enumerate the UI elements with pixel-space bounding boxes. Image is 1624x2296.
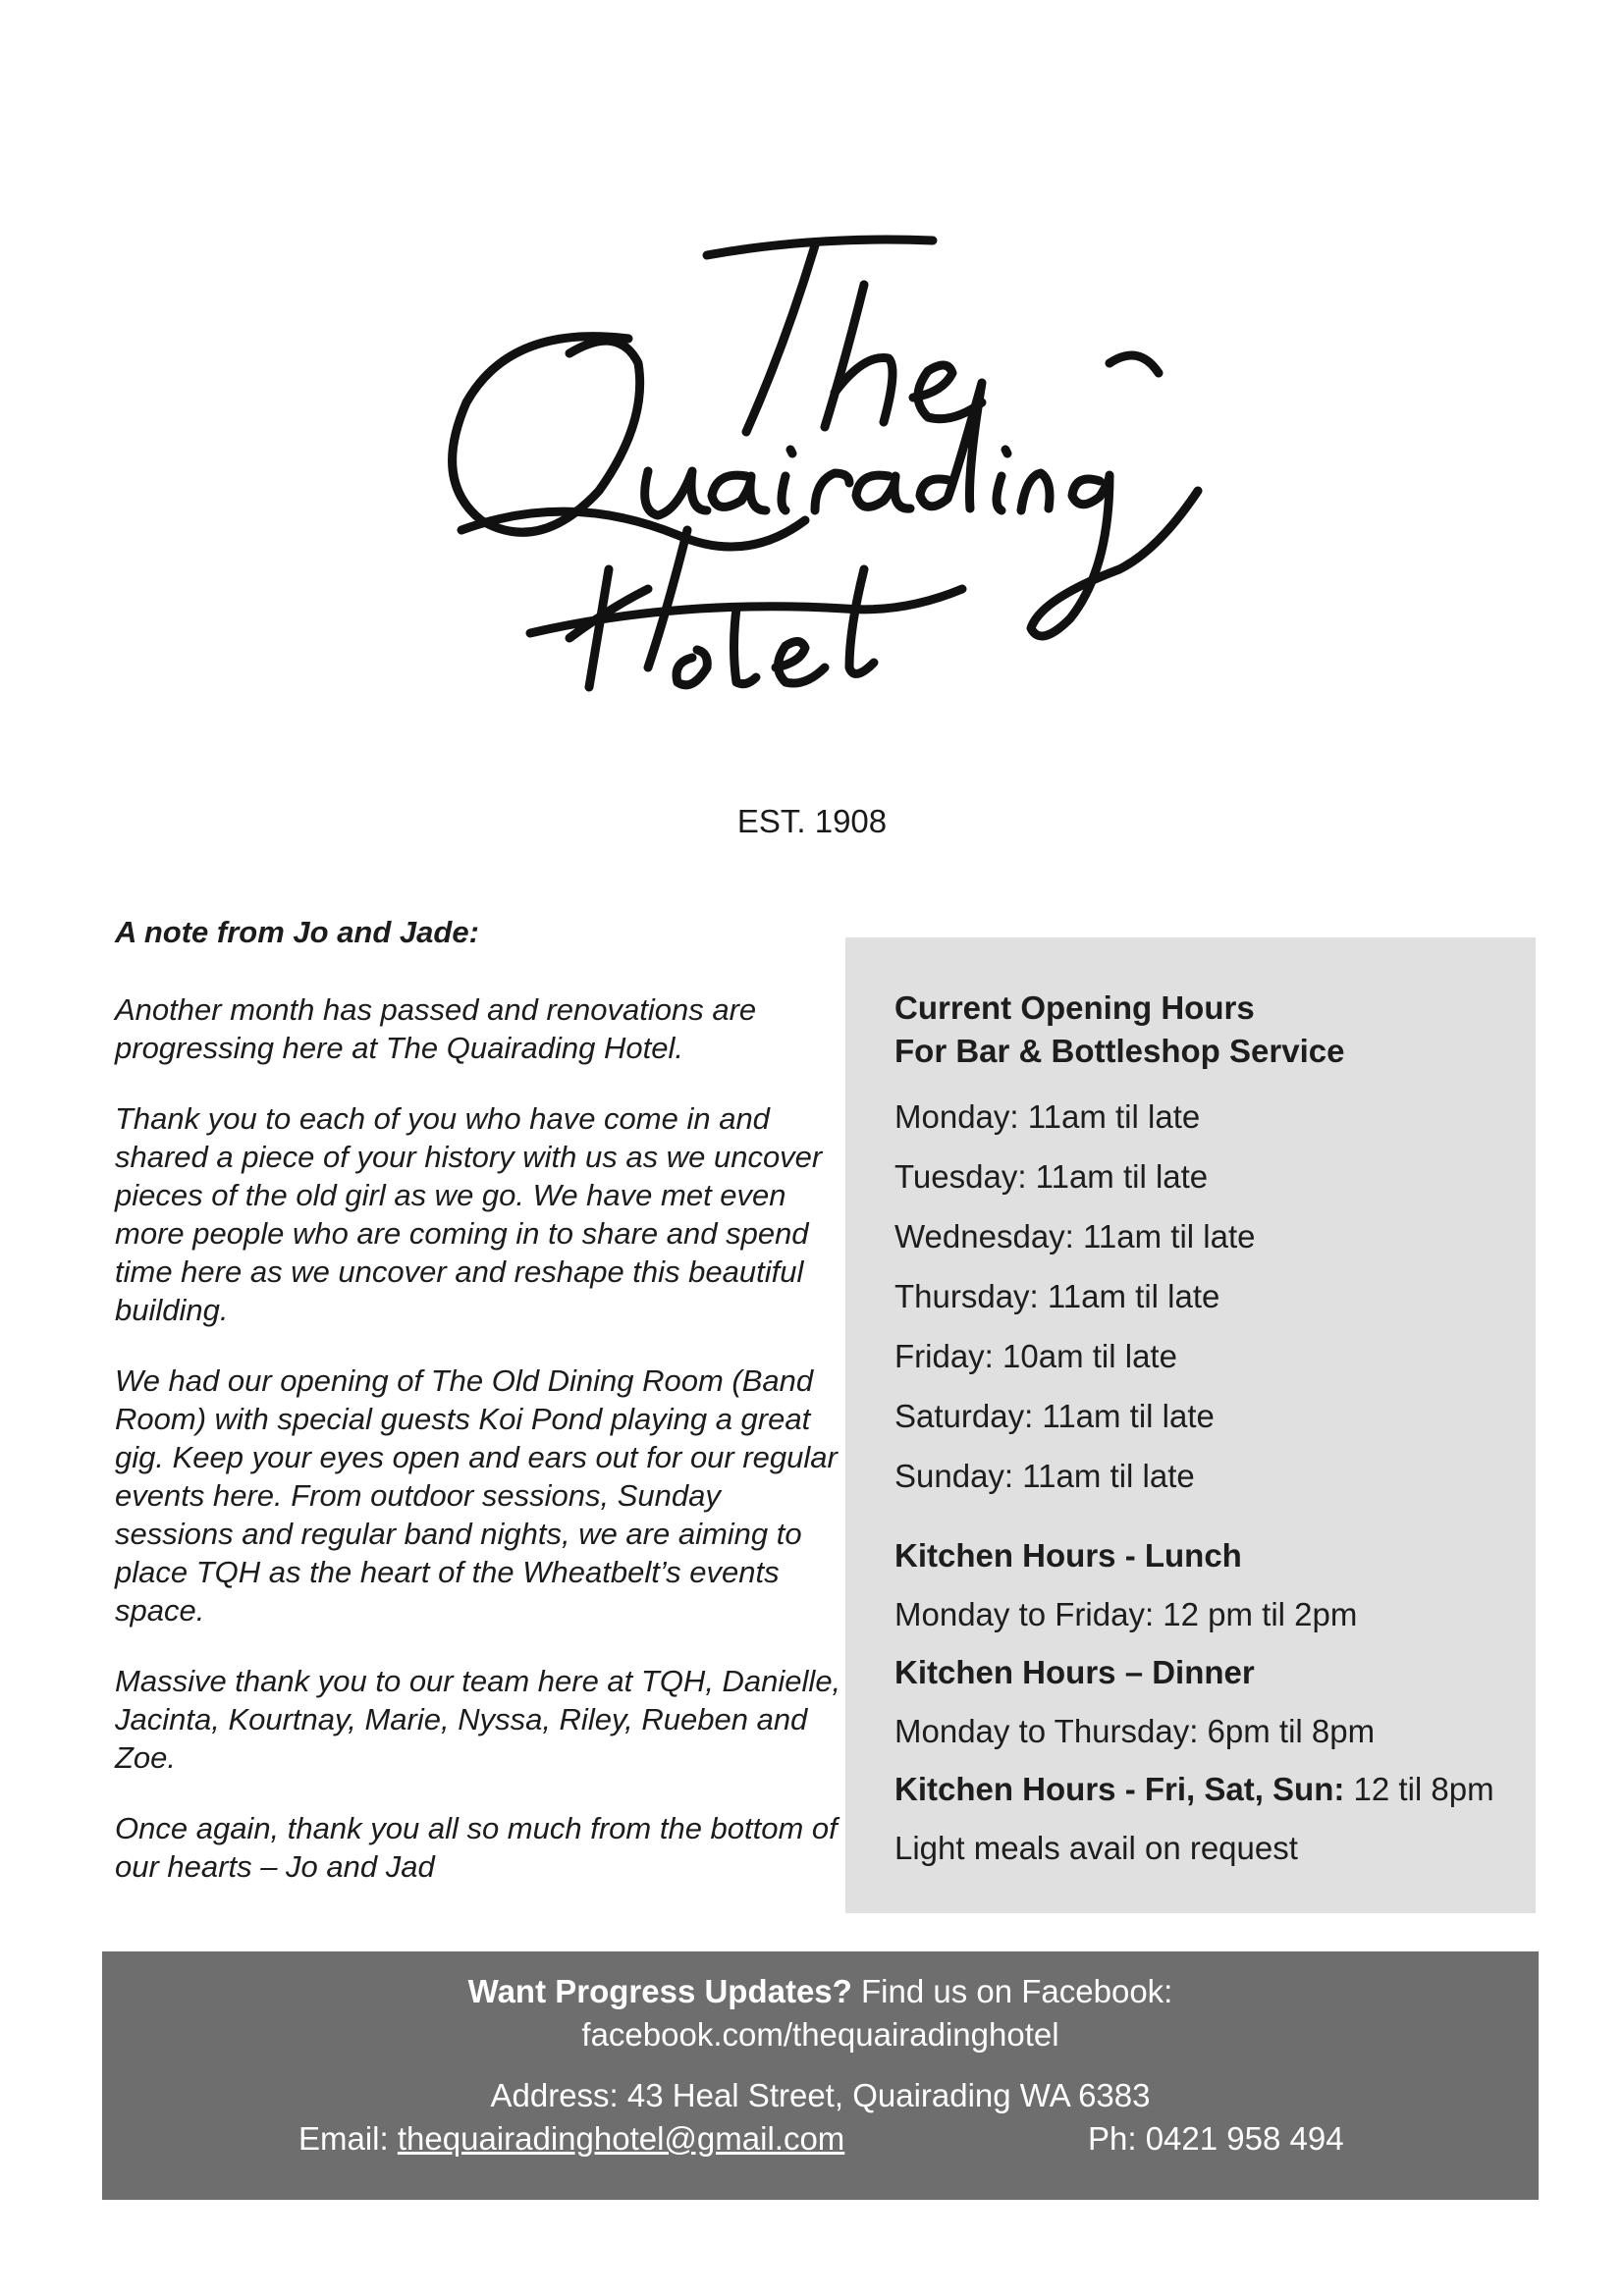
updates-bold: Want Progress Updates? — [467, 1973, 852, 2009]
note-heading: A note from Jo and Jade: — [115, 915, 479, 949]
established-date: EST. 1908 — [736, 803, 888, 839]
email-label: Email: — [298, 2120, 389, 2157]
note-paragraph: Once again, thank you all so much from the bottom of our hearts – Jo and Jad — [115, 1811, 838, 1884]
facebook-link[interactable]: facebook.com/thequairadinghotel — [581, 2016, 1059, 2053]
phone-number: Ph: 0421 958 494 — [1088, 2120, 1344, 2157]
progress-updates-line — [102, 1973, 1539, 2010]
kitchen-weekend-row — [894, 1761, 1516, 1818]
kitchen-weekend-hours: 12 til 8pm — [1353, 1771, 1494, 1807]
light-meals-note: Light meals avail on request — [894, 1830, 1298, 1866]
hotel-logo — [353, 196, 1276, 707]
kitchen-dinner-hours: Monday to Thursday: 6pm til 8pm — [894, 1713, 1376, 1749]
email-link[interactable]: thequairadinghotel@gmail.com — [397, 2120, 845, 2157]
hours-day-friday: Friday: 10am til late — [894, 1338, 1177, 1374]
hours-day-saturday: Saturday: 11am til late — [894, 1398, 1215, 1434]
hours-day-monday: Monday: 11am til late — [894, 1098, 1201, 1135]
note-paragraph: Another month has passed and renovations are progressing here at The Quairading Hotel. — [115, 992, 757, 1065]
hours-day-thursday: Thursday: 11am til late — [894, 1278, 1220, 1314]
kitchen-weekend-heading: Kitchen Hours - Fri, Sat, Sun: — [894, 1771, 1345, 1807]
note-section — [115, 903, 841, 1918]
hours-day-tuesday: Tuesday: 11am til late — [894, 1158, 1209, 1195]
hours-day-sunday: Sunday: 11am til late — [894, 1458, 1195, 1494]
address: Address: 43 Heal Street, Quairading WA 6383 — [490, 2077, 1151, 2113]
hours-day-wednesday: Wednesday: 11am til late — [894, 1218, 1256, 1255]
kitchen-lunch-hours: Monday to Friday: 12 pm til 2pm — [894, 1596, 1358, 1632]
contact-footer — [102, 1951, 1539, 2200]
note-paragraph: Massive thank you to our team here at TQH, Danielle, Jacinta, Kourtnay, Marie, Nyssa, Riley, Rueben and Zoe. — [115, 1664, 841, 1775]
note-paragraph: Thank you to each of you who have come in and shared a piece of your history with us as we uncover pieces of the old girl as we go. We have met even more people who are coming in to share and spend time here as we uncover and reshape this beautiful building. — [115, 1101, 823, 1327]
hours-subtitle: For Bar & Bottleshop Service — [894, 1033, 1345, 1069]
opening-hours-panel — [845, 937, 1536, 1913]
email-line — [298, 2120, 844, 2158]
updates-text: Find us on Facebook: — [861, 1973, 1173, 2009]
kitchen-lunch-heading: Kitchen Hours - Lunch — [894, 1537, 1242, 1574]
kitchen-dinner-heading: Kitchen Hours – Dinner — [894, 1654, 1255, 1690]
note-paragraph: We had our opening of The Old Dining Room (Band Room) with special guests Koi Pond playing a great gig. Keep your eyes open and ears out for our regular events here. From outdoor sessions, Sunday sessions and regular band nights, we are aiming to place TQH as the heart of the Wheatbelt’s events space. — [115, 1363, 838, 1628]
hours-title: Current Opening Hours — [894, 989, 1255, 1026]
